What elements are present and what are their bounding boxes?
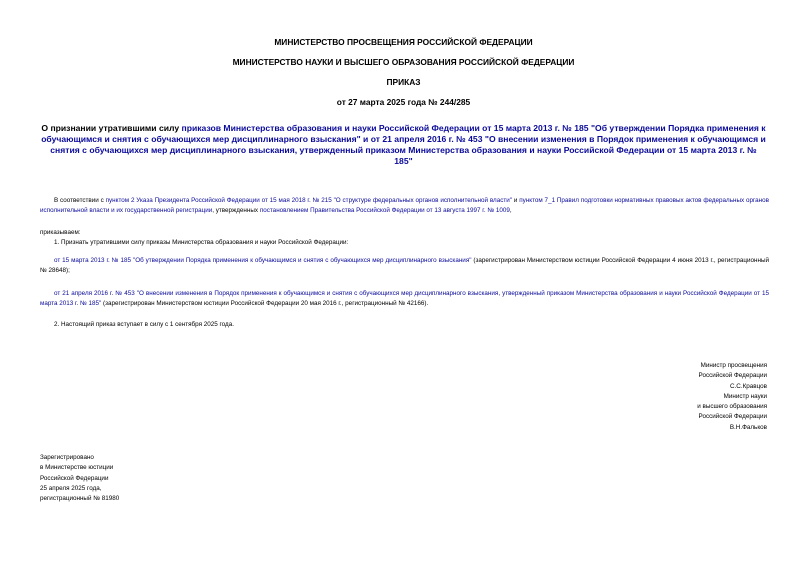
title-prefix: О признании утратившими силу: [41, 123, 182, 133]
sub-item-1-rest: (зарегистрирован Министерством юстиции Российской Федерации 4 июня 2013 г., регистрационный № 28648);: [40, 257, 769, 274]
doc-type: ПРИКАЗ: [386, 77, 421, 87]
preamble-text-2: и: [512, 197, 520, 204]
registration-line: регистрационный № 81980: [40, 495, 120, 503]
sub-item-2: [40, 289, 769, 309]
sub-item-2-link[interactable]: от 21 апреля 2016 г. № 453 "О внесении изменения в Порядок применения к обучающимся и снятия с обучающихся мер дисциплинарного взыскания, утвержденный приказом Министерства образования и науки Российской Федерации от 15 марта 2013 г. № 185": [40, 290, 769, 307]
sub-item-1: [40, 256, 769, 276]
signature-line: С.С.Кравцов: [730, 382, 767, 390]
registration-line: в Министерстве юстиции: [40, 464, 114, 472]
ministry-science: МИНИСТЕРСТВО НАУКИ И ВЫСШЕГО ОБРАЗОВАНИЯ РОССИЙСКОЙ ФЕДЕРАЦИИ: [232, 57, 575, 67]
registration-line: Зарегистрировано: [40, 454, 94, 461]
preamble-link-3[interactable]: постановлением Правительства Российской Федерации от 13 августа 1997 г. № 1009: [259, 207, 510, 214]
signature-line: Российской Федерации: [698, 413, 767, 421]
item-2: 2. Настоящий приказ вступает в силу с 1 сентября 2025 года.: [54, 321, 234, 328]
signature-line: В.Н.Фальков: [729, 423, 767, 431]
signature-line: Министр просвещения: [700, 362, 767, 369]
sub-item-2-rest: (зарегистрирован Министерством юстиции Российской Федерации 20 мая 2016 г., регистрационный № 42166).: [101, 300, 429, 307]
signature-line: Министр науки: [723, 392, 767, 400]
order-word: приказываем:: [40, 229, 81, 236]
signature-line: и высшего образования: [697, 403, 767, 411]
signature-block: [697, 361, 767, 433]
registration-line: Российской Федерации: [40, 474, 109, 482]
signature-line: Российской Федерации: [698, 372, 767, 380]
doc-date-number: от 27 марта 2025 года № 244/285: [336, 97, 471, 107]
preamble-text-4: ,: [509, 207, 512, 214]
sub-item-1-link[interactable]: от 15 марта 2013 г. № 185 "Об утверждении Порядка применения к обучающимся и снятия с обучающихся мер дисциплинарного взыскания": [54, 257, 472, 264]
preamble-text-3: , утвержденных: [212, 207, 260, 214]
registration-line: 25 апреля 2025 года,: [40, 484, 102, 492]
ministry-enlightenment: МИНИСТЕРСТВО ПРОСВЕЩЕНИЯ РОССИЙСКОЙ ФЕДЕРАЦИИ: [274, 37, 533, 47]
preamble-link-2[interactable]: пунктом 7_1 Правил подготовки нормативных правовых актов федеральных органов исполнительной власти и их государственной регистрации: [40, 197, 769, 214]
title-link[interactable]: приказов Министерства образования и науки Российской Федерации от 15 марта 2013 г. № 185 "Об утверждении Порядка применения к обучающимся и снятия с обучающихся мер дисциплинарного взыскания" и от 21 апреля 2016 г. № 453 "О внесении изменения в Порядок применения к обучающимся и снятия с обучающихся мер дисциплинарного взыскания, утвержденный приказом Министерства образования и науки Российской Федерации от 15 марта 2013 г. № 185": [41, 123, 766, 166]
preamble-text-1: В соответствии с: [54, 197, 106, 204]
document-title: [40, 123, 767, 167]
preamble-link-1[interactable]: пунктом 2 Указа Президента Российской Федерации от 15 мая 2018 г. № 215 "О структуре федеральных органов исполнительной власти": [105, 197, 513, 204]
registration-block: [40, 453, 119, 504]
item-1: 1. Признать утратившими силу приказы Министерства образования и науки Российской Федерации:: [54, 239, 349, 246]
preamble: [40, 196, 769, 216]
